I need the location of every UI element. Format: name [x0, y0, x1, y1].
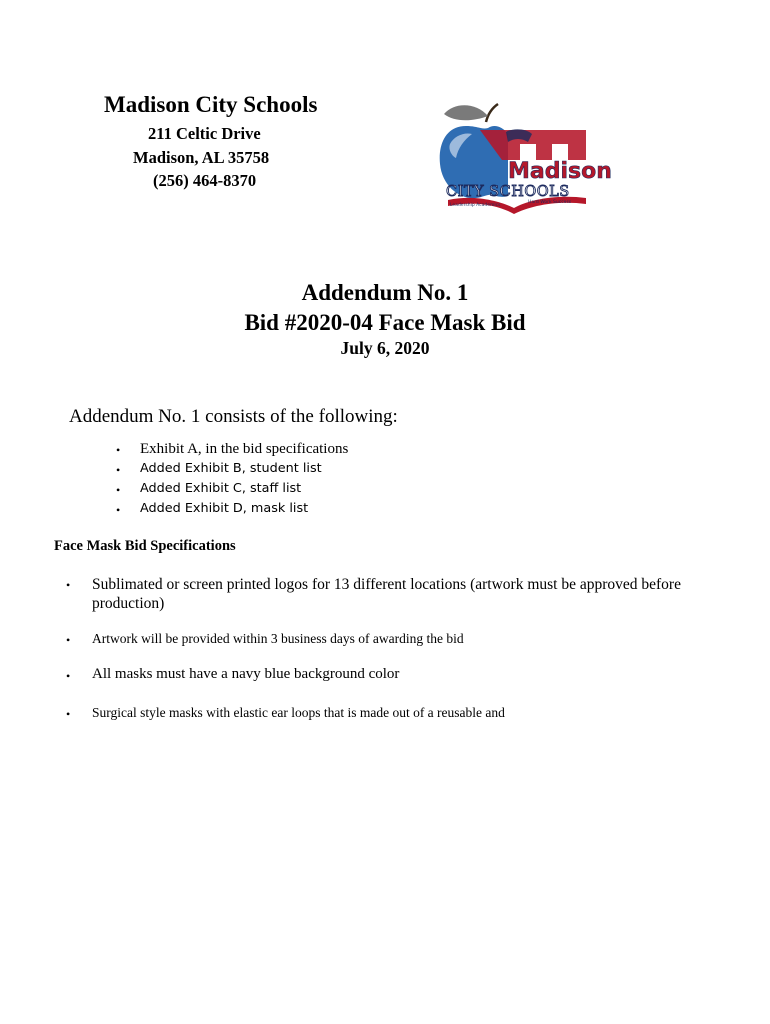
- spec-item-text: Artwork will be provided within 3 business days of awarding the bid: [92, 631, 464, 646]
- bullet-icon: •: [116, 483, 121, 497]
- bid-title: Bid #2020-04 Face Mask Bid: [244, 310, 526, 335]
- bullet-icon: •: [116, 443, 121, 457]
- logo-brand-bottom: CITY SCHOOLS: [446, 184, 570, 200]
- logo-apple-stem: [486, 104, 498, 122]
- address-phone: (256) 464-8370: [153, 171, 257, 190]
- list-item-text: Added Exhibit D, mask list: [140, 501, 309, 516]
- addendum-date: July 6, 2020: [340, 338, 430, 358]
- spec-item-text: Sublimated or screen printed logos for 13 different locations (artwork must be approved before production): [92, 576, 681, 612]
- consists-heading: Addendum No. 1 consists of the following:: [69, 406, 398, 427]
- bullet-icon: •: [116, 463, 121, 477]
- bullet-icon: •: [66, 578, 71, 592]
- addendum-title: Addendum No. 1: [301, 280, 469, 305]
- organization-name: Madison City Schools: [104, 92, 318, 117]
- list-item-text: Added Exhibit C, staff list: [140, 481, 302, 496]
- list-item-text: Exhibit A, in the bid specifications: [140, 441, 349, 457]
- address-city-state-zip: Madison, AL 35758: [133, 148, 270, 167]
- bullet-icon: •: [66, 707, 71, 721]
- spec-item-text: All masks must have a navy blue background color: [92, 666, 400, 682]
- logo-leaf-icon: [444, 105, 488, 120]
- logo-brand-top: Madison: [508, 159, 612, 184]
- address-street: 211 Celtic Drive: [148, 124, 261, 143]
- logo-motto-left: Leadership Academics: [450, 203, 501, 208]
- bullet-icon: •: [66, 633, 71, 647]
- bullet-icon: •: [66, 669, 71, 683]
- logo-motto-right: Hard Work Success: [528, 200, 572, 205]
- list-item-text: Added Exhibit B, student list: [140, 461, 322, 476]
- bullet-icon: •: [116, 503, 121, 517]
- specifications-heading: Face Mask Bid Specifications: [54, 538, 236, 554]
- spec-item-text: Surgical style masks with elastic ear loops that is made out of a reusable and: [92, 705, 505, 720]
- madison-city-schools-logo: [436, 100, 612, 218]
